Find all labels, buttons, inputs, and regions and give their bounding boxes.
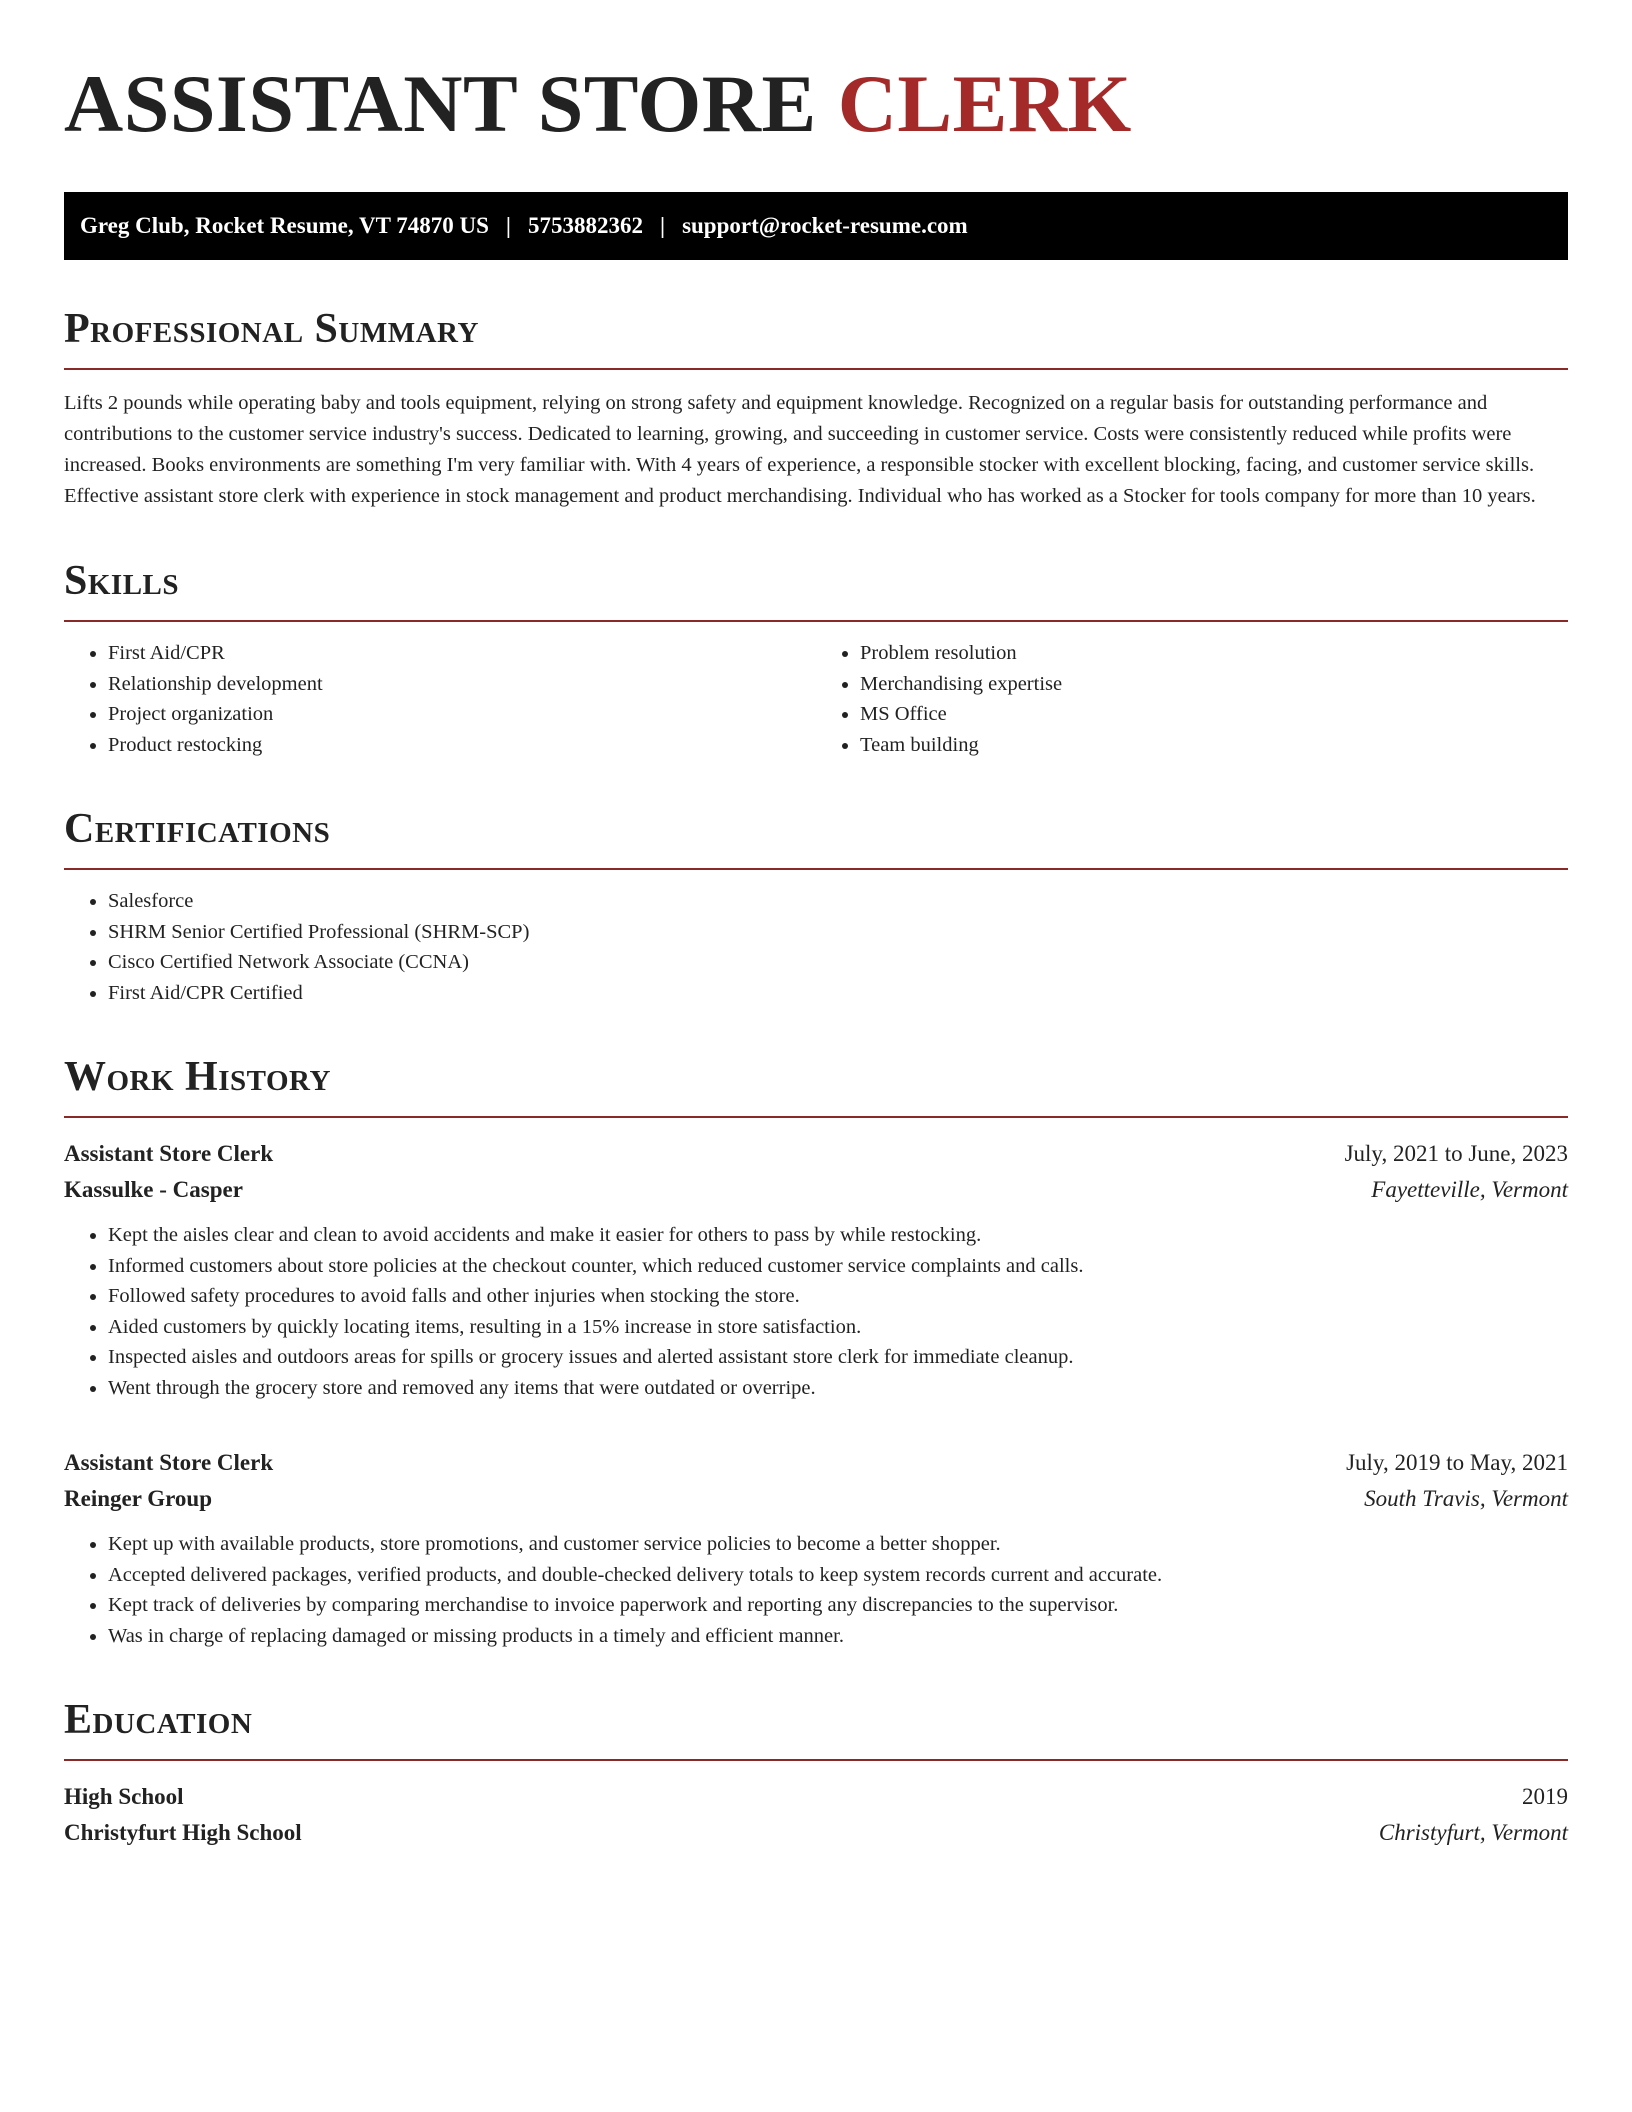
contact-email: support@rocket-resume.com xyxy=(682,213,968,238)
summary-text: Lifts 2 pounds while operating baby and tools equipment, relying on strong safety and equipment knowledge. Recognized on a regular basis for outstanding performance and contributions to the customer service industry's success. Dedicated to learning, growing, and succeeding in customer service. Costs were consistently reduced while profits were increased. Books environments are something I'm very familiar with. With 4 years of experience, a responsible stocker with excellent blocking, facing, and customer service skills. Effective assistant store clerk with experience in stock management and product merchandising. Individual who has worked as a Stocker for tools company for more than 10 years. xyxy=(64,392,1536,507)
job-role: Assistant Store Clerk xyxy=(64,1450,274,1475)
job-header-row xyxy=(64,1136,1568,1172)
skill-item: • Team building xyxy=(860,730,1568,761)
education-location: Christyfurt, Vermont xyxy=(1378,1820,1568,1845)
contact-separator: | xyxy=(659,213,666,238)
job-location: Fayetteville, Vermont xyxy=(1371,1177,1568,1202)
job-bullets xyxy=(64,1220,1568,1403)
job-role: Assistant Store Clerk xyxy=(64,1141,274,1166)
job-dates: July, 2019 to May, 2021 xyxy=(1346,1450,1568,1475)
job-bullets xyxy=(64,1529,1568,1651)
certification-item: • First Aid/CPR Certified xyxy=(108,978,1568,1009)
name-last: CLERK xyxy=(837,58,1132,149)
certifications-heading: Certifications xyxy=(64,804,1568,870)
contact-address: Greg Club, Rocket Resume, VT 74870 US xyxy=(80,213,489,238)
skills-list-right xyxy=(816,638,1568,760)
job-company-row xyxy=(64,1481,1568,1517)
skill-item: • Project organization xyxy=(108,699,816,730)
education-school: Christyfurt High School xyxy=(64,1820,302,1845)
education-school-row xyxy=(64,1815,1568,1851)
job-company: Reinger Group xyxy=(64,1486,213,1511)
work-history-heading: Work History xyxy=(64,1052,1568,1118)
skill-item: • Problem resolution xyxy=(860,638,1568,669)
job-bullet: • Aided customers by quickly locating items, resulting in a 15% increase in store satisfaction. xyxy=(108,1312,1568,1343)
job-bullet: • Informed customers about store policies at the checkout counter, which reduced customer service complaints and calls. xyxy=(108,1251,1568,1282)
job-dates: July, 2021 to June, 2023 xyxy=(1344,1141,1568,1166)
skills-grid xyxy=(64,622,1568,760)
education-entry xyxy=(64,1779,1568,1851)
skills-heading: Skills xyxy=(64,556,1568,622)
job-location: South Travis, Vermont xyxy=(1364,1486,1568,1511)
skills-list-left xyxy=(64,638,816,760)
contact-phone: 5753882362 xyxy=(527,213,643,238)
contact-bar xyxy=(64,192,1568,260)
skill-item: • Merchandising expertise xyxy=(860,669,1568,700)
job-entry xyxy=(64,1445,1568,1651)
education-heading: Education xyxy=(64,1695,1568,1761)
education-degree: High School xyxy=(64,1784,184,1809)
skill-item: • Relationship development xyxy=(108,669,816,700)
job-bullet: • Accepted delivered packages, verified products, and double-checked delivery totals to keep system records current and accurate. xyxy=(108,1560,1568,1591)
certifications-list xyxy=(64,886,1568,1008)
job-company-row xyxy=(64,1172,1568,1208)
job-company: Kassulke - Casper xyxy=(64,1177,243,1202)
job-header-row xyxy=(64,1445,1568,1481)
job-bullet: • Kept track of deliveries by comparing merchandise to invoice paperwork and reporting any discrepancies to the supervisor. xyxy=(108,1590,1568,1621)
resume-name-heading xyxy=(64,56,1568,152)
skill-item: • MS Office xyxy=(860,699,1568,730)
job-bullet: • Was in charge of replacing damaged or missing products in a timely and efficient manner. xyxy=(108,1621,1568,1652)
job-entry xyxy=(64,1136,1568,1403)
contact-separator: | xyxy=(505,213,511,238)
education-degree-row xyxy=(64,1779,1568,1815)
job-bullet: • Went through the grocery store and removed any items that were outdated or overripe. xyxy=(108,1373,1568,1404)
job-bullet: • Kept up with available products, store promotions, and customer service policies to become a better shopper. xyxy=(108,1529,1568,1560)
job-bullet: • Followed safety procedures to avoid falls and other injuries when stocking the store. xyxy=(108,1281,1568,1312)
certification-item: • Salesforce xyxy=(108,886,1568,917)
name-first: ASSISTANT STORE xyxy=(64,58,817,149)
education-year: 2019 xyxy=(1522,1784,1568,1809)
job-bullet: • Inspected aisles and outdoors areas for spills or grocery issues and alerted assistant store clerk for immediate cleanup. xyxy=(108,1342,1568,1373)
certification-item: • Cisco Certified Network Associate (CCNA) xyxy=(108,947,1568,978)
job-bullet: • Kept the aisles clear and clean to avoid accidents and make it easier for others to pass by while restocking. xyxy=(108,1220,1568,1251)
certification-item: • SHRM Senior Certified Professional (SHRM-SCP) xyxy=(108,917,1568,948)
skill-item: • First Aid/CPR xyxy=(108,638,816,669)
summary-heading: Professional Summary xyxy=(64,304,1568,370)
skill-item: • Product restocking xyxy=(108,730,816,761)
